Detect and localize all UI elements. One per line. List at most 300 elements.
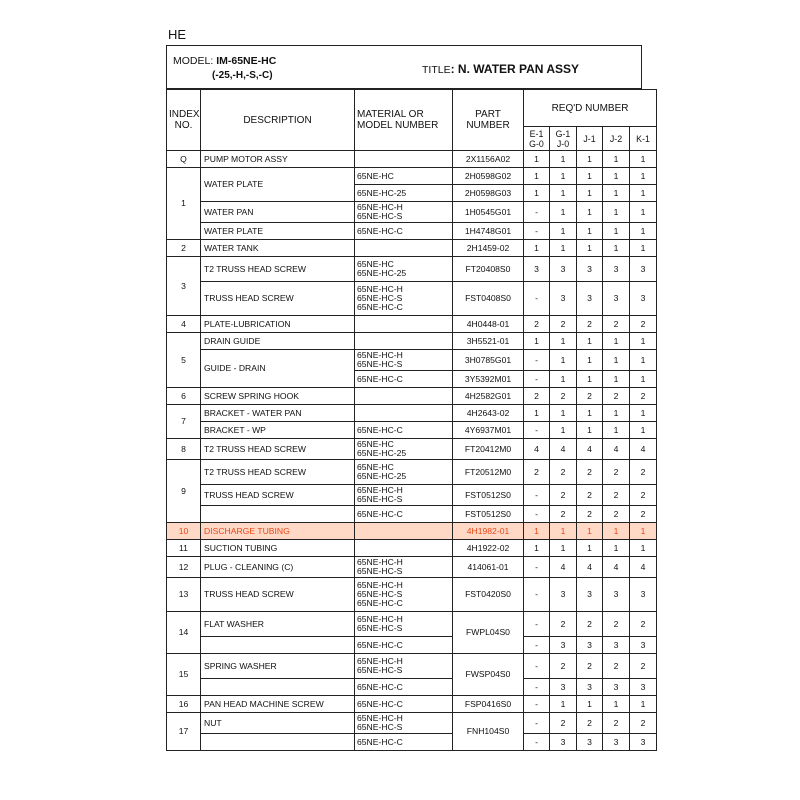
description-cell: WATER PAN [201, 202, 355, 223]
col-material: MATERIAL OR MODEL NUMBER [355, 90, 453, 151]
material-cell [355, 388, 453, 405]
part-number-cell: FST0408S0 [453, 282, 524, 316]
qty-cell: 4 [603, 439, 630, 460]
index-cell: 11 [167, 540, 201, 557]
qty-cell: 1 [550, 168, 577, 185]
qty-cell: 1 [550, 422, 577, 439]
table-row [167, 654, 657, 679]
qty-cell: 1 [524, 405, 550, 422]
qty-cell: 1 [550, 350, 577, 371]
table-row [167, 557, 657, 578]
qty-cell: 1 [577, 168, 603, 185]
qty-cell: 3 [577, 734, 603, 751]
qty-cell: 2 [550, 654, 577, 679]
qty-col-header: K-1 [630, 127, 657, 151]
qty-cell: 2 [630, 460, 657, 485]
model-variants: (-25,-H,-S,-C) [212, 70, 273, 81]
qty-cell: 1 [630, 151, 657, 168]
qty-cell: 3 [630, 282, 657, 316]
qty-cell: 2 [577, 506, 603, 523]
material-cell: 65NE-HC-C [355, 506, 453, 523]
qty-cell: 1 [630, 422, 657, 439]
qty-cell: 1 [630, 350, 657, 371]
qty-cell: 1 [550, 240, 577, 257]
parts-table [166, 89, 657, 751]
qty-col-header: G-1 J-0 [550, 127, 577, 151]
part-number-cell: FSP0416S0 [453, 696, 524, 713]
table-row [167, 612, 657, 637]
qty-cell: 1 [550, 696, 577, 713]
part-number-cell: 2H1459-02 [453, 240, 524, 257]
material-cell: 65NE-HC-H 65NE-HC-S [355, 350, 453, 371]
table-row [167, 388, 657, 405]
qty-cell: 1 [524, 540, 550, 557]
qty-cell: 3 [577, 257, 603, 282]
qty-cell: 2 [603, 654, 630, 679]
index-cell: 15 [167, 654, 201, 696]
table-row [167, 405, 657, 422]
qty-cell: 2 [550, 460, 577, 485]
description-cell [201, 679, 355, 696]
qty-cell: 2 [577, 654, 603, 679]
qty-cell: 3 [550, 679, 577, 696]
qty-cell: 2 [577, 612, 603, 637]
part-number-cell: 414061-01 [453, 557, 524, 578]
qty-cell: 1 [630, 223, 657, 240]
part-number-cell: 1H4748G01 [453, 223, 524, 240]
qty-cell: 1 [630, 371, 657, 388]
qty-cell: 3 [550, 282, 577, 316]
description-cell: T2 TRUSS HEAD SCREW [201, 460, 355, 485]
qty-cell: 3 [603, 282, 630, 316]
table-row [167, 333, 657, 350]
qty-cell: 2 [603, 713, 630, 734]
qty-cell: 1 [630, 696, 657, 713]
qty-cell: - [524, 485, 550, 506]
part-number-cell: 4Y6937M01 [453, 422, 524, 439]
description-cell: T2 TRUSS HEAD SCREW [201, 257, 355, 282]
table-row [167, 713, 657, 734]
qty-cell: 3 [603, 257, 630, 282]
description-cell: DRAIN GUIDE [201, 333, 355, 350]
qty-cell: 1 [550, 371, 577, 388]
index-cell: 14 [167, 612, 201, 654]
qty-cell: 1 [550, 202, 577, 223]
description-cell: DISCHARGE TUBING [201, 523, 355, 540]
table-row [167, 316, 657, 333]
table-row [167, 485, 657, 506]
table-row [167, 506, 657, 523]
table-row [167, 282, 657, 316]
col-description: DESCRIPTION [201, 90, 355, 151]
index-cell: 5 [167, 333, 201, 388]
index-cell: 16 [167, 696, 201, 713]
description-cell: T2 TRUSS HEAD SCREW [201, 439, 355, 460]
table-row [167, 422, 657, 439]
qty-cell: 1 [603, 151, 630, 168]
table-row [167, 578, 657, 612]
qty-cell: 1 [603, 223, 630, 240]
qty-cell: 1 [603, 540, 630, 557]
qty-cell: 2 [524, 388, 550, 405]
qty-cell: 1 [577, 185, 603, 202]
qty-cell: 3 [603, 578, 630, 612]
description-cell [201, 637, 355, 654]
table-row [167, 202, 657, 223]
qty-cell: 1 [577, 240, 603, 257]
qty-cell: 2 [524, 316, 550, 333]
qty-col-header: J-1 [577, 127, 603, 151]
table-row [167, 540, 657, 557]
qty-cell: 2 [630, 388, 657, 405]
qty-cell: 2 [630, 506, 657, 523]
part-number-cell: 4H1982-01 [453, 523, 524, 540]
qty-cell: 2 [603, 460, 630, 485]
material-cell [355, 240, 453, 257]
table-row [167, 257, 657, 282]
qty-cell: - [524, 422, 550, 439]
part-number-cell: 3Y5392M01 [453, 371, 524, 388]
qty-cell: 4 [524, 439, 550, 460]
description-cell: PLUG - CLEANING (C) [201, 557, 355, 578]
description-cell: PLATE-LUBRICATION [201, 316, 355, 333]
part-number-cell: 3H0785G01 [453, 350, 524, 371]
description-cell: PUMP MOTOR ASSY [201, 151, 355, 168]
qty-cell: 1 [603, 350, 630, 371]
qty-cell: 2 [550, 713, 577, 734]
part-number-cell: 4H2643-02 [453, 405, 524, 422]
part-number-cell: FST0512S0 [453, 485, 524, 506]
material-cell [355, 333, 453, 350]
part-number-cell: 2X1156A02 [453, 151, 524, 168]
parts-sheet [166, 45, 650, 776]
part-number-cell: FST0512S0 [453, 506, 524, 523]
qty-cell: 3 [630, 734, 657, 751]
qty-cell: 2 [603, 485, 630, 506]
qty-cell: 2 [524, 460, 550, 485]
qty-cell: 2 [550, 388, 577, 405]
qty-cell: 2 [550, 485, 577, 506]
index-cell: Q [167, 151, 201, 168]
qty-cell: 3 [630, 679, 657, 696]
material-cell: 65NE-HC-C [355, 734, 453, 751]
part-number-cell: 4H1922-02 [453, 540, 524, 557]
qty-cell: - [524, 734, 550, 751]
index-cell: 1 [167, 168, 201, 240]
qty-cell: - [524, 654, 550, 679]
material-cell: 65NE-HC-C [355, 637, 453, 654]
model-label: MODEL: [173, 55, 214, 67]
qty-cell: 4 [603, 557, 630, 578]
description-cell: BRACKET - WP [201, 422, 355, 439]
material-cell: 65NE-HC-C [355, 696, 453, 713]
table-row [167, 439, 657, 460]
table-row [167, 523, 657, 540]
qty-cell: 3 [524, 257, 550, 282]
qty-cell: 1 [603, 422, 630, 439]
col-reqd-number: REQ'D NUMBER [524, 90, 657, 127]
sheet-title: : N. WATER PAN ASSY [450, 62, 580, 76]
qty-cell: 3 [630, 637, 657, 654]
description-cell: BRACKET - WATER PAN [201, 405, 355, 422]
qty-cell: - [524, 637, 550, 654]
index-cell: 4 [167, 316, 201, 333]
qty-cell: 3 [550, 578, 577, 612]
qty-cell: 1 [577, 333, 603, 350]
qty-cell: 1 [603, 168, 630, 185]
material-cell: 65NE-HC 65NE-HC-25 [355, 257, 453, 282]
qty-cell: 1 [603, 185, 630, 202]
qty-cell: 1 [524, 333, 550, 350]
title-line [422, 62, 579, 76]
qty-cell: 3 [577, 282, 603, 316]
qty-cell: - [524, 371, 550, 388]
table-row [167, 151, 657, 168]
table-row [167, 460, 657, 485]
description-cell: SUCTION TUBING [201, 540, 355, 557]
qty-cell: 4 [550, 439, 577, 460]
description-cell: SCREW SPRING HOOK [201, 388, 355, 405]
qty-cell: 4 [630, 557, 657, 578]
part-number-cell: FNH104S0 [453, 713, 524, 751]
part-number-cell: 3H5521-01 [453, 333, 524, 350]
qty-cell: - [524, 506, 550, 523]
qty-cell: 1 [524, 523, 550, 540]
model-line [173, 55, 276, 67]
qty-cell: 1 [630, 523, 657, 540]
description-cell: SPRING WASHER [201, 654, 355, 679]
material-cell [355, 523, 453, 540]
qty-cell: 1 [550, 540, 577, 557]
index-cell: 9 [167, 460, 201, 523]
qty-cell: 1 [577, 523, 603, 540]
qty-cell: 1 [524, 185, 550, 202]
qty-cell: 3 [630, 257, 657, 282]
index-cell: 6 [167, 388, 201, 405]
qty-cell: 3 [550, 257, 577, 282]
qty-cell: 1 [630, 168, 657, 185]
part-number-cell: FT20412M0 [453, 439, 524, 460]
qty-cell: 2 [603, 316, 630, 333]
index-cell: 12 [167, 557, 201, 578]
qty-cell: 2 [603, 612, 630, 637]
qty-cell: 3 [603, 734, 630, 751]
qty-cell: 3 [603, 679, 630, 696]
material-cell: 65NE-HC-H 65NE-HC-S [355, 557, 453, 578]
qty-cell: 1 [550, 151, 577, 168]
qty-cell: - [524, 679, 550, 696]
material-cell: 65NE-HC-H 65NE-HC-S [355, 202, 453, 223]
part-number-cell: FT20512M0 [453, 460, 524, 485]
qty-cell: 1 [577, 696, 603, 713]
material-cell: 65NE-HC-H 65NE-HC-S [355, 654, 453, 679]
description-cell: TRUSS HEAD SCREW [201, 485, 355, 506]
col-index: INDEX NO. [167, 90, 201, 151]
qty-cell: - [524, 282, 550, 316]
table-row [167, 696, 657, 713]
qty-cell: 3 [630, 578, 657, 612]
qty-cell: 2 [577, 388, 603, 405]
col-part-number: PART NUMBER [453, 90, 524, 151]
qty-cell: 1 [603, 333, 630, 350]
material-cell: 65NE-HC-25 [355, 185, 453, 202]
material-cell: 65NE-HC-H 65NE-HC-S 65NE-HC-C [355, 282, 453, 316]
qty-cell: 1 [630, 540, 657, 557]
qty-cell: 2 [603, 506, 630, 523]
qty-cell: 4 [630, 439, 657, 460]
qty-cell: 2 [577, 485, 603, 506]
qty-cell: - [524, 350, 550, 371]
qty-cell: 1 [550, 223, 577, 240]
table-row [167, 168, 657, 185]
part-number-cell: 2H0598G03 [453, 185, 524, 202]
qty-cell: 1 [550, 185, 577, 202]
qty-cell: 2 [603, 388, 630, 405]
material-cell [355, 540, 453, 557]
qty-cell: 2 [630, 485, 657, 506]
qty-cell: 1 [603, 371, 630, 388]
part-number-cell: FWSP04S0 [453, 654, 524, 696]
qty-cell: 3 [550, 734, 577, 751]
qty-cell: - [524, 557, 550, 578]
description-cell: NUT [201, 713, 355, 734]
part-number-cell: 1H0545G01 [453, 202, 524, 223]
table-row [167, 350, 657, 371]
qty-cell: - [524, 612, 550, 637]
title-label: TITLE [422, 64, 451, 76]
description-cell: TRUSS HEAD SCREW [201, 578, 355, 612]
qty-cell: 2 [550, 612, 577, 637]
part-number-cell: FT20408S0 [453, 257, 524, 282]
material-cell: 65NE-HC-H 65NE-HC-S 65NE-HC-C [355, 578, 453, 612]
qty-cell: 2 [550, 506, 577, 523]
index-cell: 8 [167, 439, 201, 460]
qty-cell: 2 [630, 654, 657, 679]
qty-cell: 3 [603, 637, 630, 654]
qty-cell: - [524, 713, 550, 734]
qty-cell: 1 [577, 405, 603, 422]
qty-cell: 3 [577, 578, 603, 612]
qty-cell: 1 [577, 151, 603, 168]
qty-cell: 1 [630, 333, 657, 350]
qty-cell: 4 [550, 557, 577, 578]
table-row [167, 637, 657, 654]
material-cell: 65NE-HC-H 65NE-HC-S [355, 713, 453, 734]
qty-cell: - [524, 578, 550, 612]
qty-cell: - [524, 223, 550, 240]
qty-cell: 1 [524, 168, 550, 185]
qty-cell: 3 [577, 679, 603, 696]
index-cell: 10 [167, 523, 201, 540]
index-cell: 3 [167, 257, 201, 316]
qty-cell: 2 [550, 316, 577, 333]
qty-cell: 4 [577, 439, 603, 460]
qty-cell: 1 [630, 185, 657, 202]
material-cell: 65NE-HC-H 65NE-HC-S [355, 612, 453, 637]
qty-cell: - [524, 696, 550, 713]
index-cell: 17 [167, 713, 201, 751]
material-cell [355, 405, 453, 422]
qty-cell: 1 [603, 202, 630, 223]
qty-cell: 4 [577, 557, 603, 578]
description-cell: WATER TANK [201, 240, 355, 257]
qty-cell: 1 [550, 405, 577, 422]
material-cell: 65NE-HC-C [355, 679, 453, 696]
description-cell: PAN HEAD MACHINE SCREW [201, 696, 355, 713]
qty-cell: 1 [550, 333, 577, 350]
qty-cell: 2 [630, 713, 657, 734]
description-cell: FLAT WASHER [201, 612, 355, 637]
table-row [167, 223, 657, 240]
corner-label: HE [168, 27, 187, 42]
qty-cell: 1 [630, 202, 657, 223]
sheet-header [166, 45, 642, 89]
material-cell: 65NE-HC 65NE-HC-25 [355, 439, 453, 460]
qty-cell: 1 [630, 240, 657, 257]
material-cell: 65NE-HC-C [355, 422, 453, 439]
material-cell: 65NE-HC-C [355, 223, 453, 240]
qty-cell: 1 [603, 523, 630, 540]
qty-cell: 1 [603, 405, 630, 422]
part-number-cell: 4H0448-01 [453, 316, 524, 333]
material-cell: 65NE-HC [355, 168, 453, 185]
qty-cell: 1 [603, 240, 630, 257]
qty-cell: 1 [630, 405, 657, 422]
description-cell: WATER PLATE [201, 223, 355, 240]
model-number: IM-65NE-HC [216, 55, 277, 67]
qty-cell: 1 [524, 240, 550, 257]
material-cell: 65NE-HC 65NE-HC-25 [355, 460, 453, 485]
description-cell [201, 734, 355, 751]
description-cell: TRUSS HEAD SCREW [201, 282, 355, 316]
qty-cell: 1 [577, 540, 603, 557]
qty-cell: 2 [577, 713, 603, 734]
qty-cell: 1 [577, 223, 603, 240]
table-row [167, 734, 657, 751]
qty-cell: 1 [603, 696, 630, 713]
index-cell: 13 [167, 578, 201, 612]
description-cell: GUIDE - DRAIN [201, 350, 355, 388]
index-cell: 2 [167, 240, 201, 257]
qty-cell: 1 [577, 350, 603, 371]
part-number-cell: 4H2582G01 [453, 388, 524, 405]
qty-cell: 1 [577, 202, 603, 223]
description-cell [201, 506, 355, 523]
qty-cell: 3 [577, 637, 603, 654]
qty-col-header: E-1 G-0 [524, 127, 550, 151]
part-number-cell: FST0420S0 [453, 578, 524, 612]
material-cell [355, 316, 453, 333]
part-number-cell: 2H0598G02 [453, 168, 524, 185]
part-number-cell: FWPL04S0 [453, 612, 524, 654]
material-cell: 65NE-HC-C [355, 371, 453, 388]
qty-cell: 1 [524, 151, 550, 168]
qty-cell: 1 [550, 523, 577, 540]
qty-cell: 1 [577, 371, 603, 388]
material-cell: 65NE-HC-H 65NE-HC-S [355, 485, 453, 506]
qty-cell: 2 [577, 316, 603, 333]
qty-cell: 1 [577, 422, 603, 439]
table-row [167, 240, 657, 257]
material-cell [355, 151, 453, 168]
index-cell: 7 [167, 405, 201, 439]
description-cell: WATER PLATE [201, 168, 355, 202]
qty-cell: 2 [630, 612, 657, 637]
qty-col-header: J-2 [603, 127, 630, 151]
table-row [167, 679, 657, 696]
qty-cell: 2 [630, 316, 657, 333]
qty-cell: 3 [550, 637, 577, 654]
